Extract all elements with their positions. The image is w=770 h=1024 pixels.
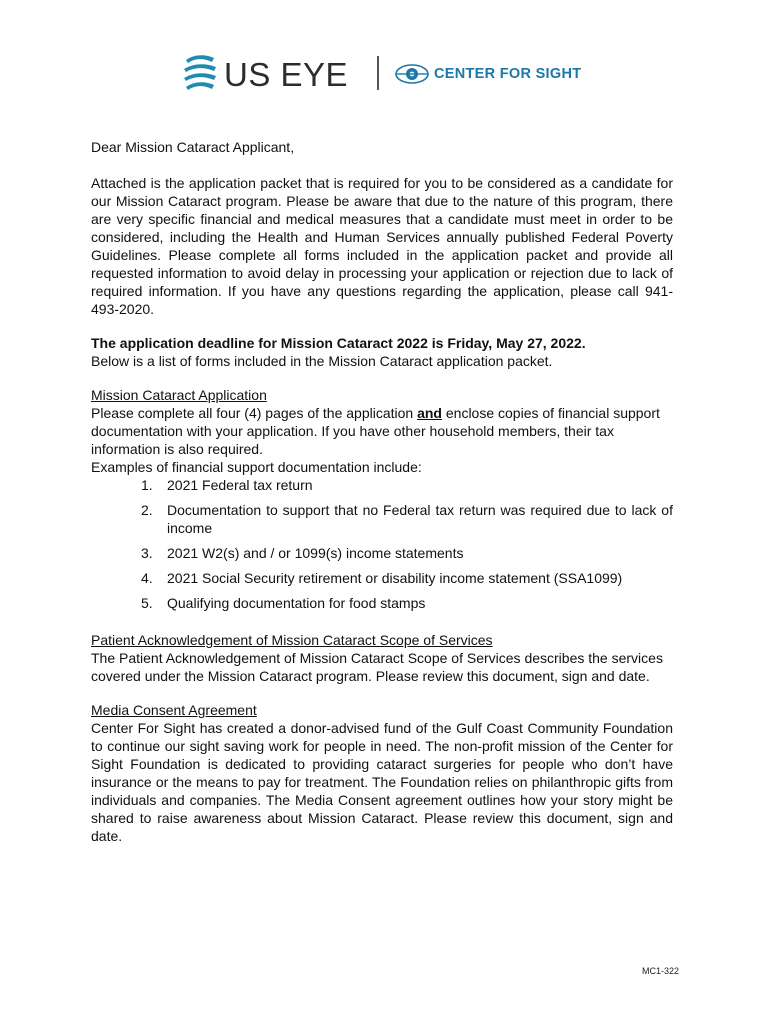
media-consent-text: Center For Sight has created a donor-advised fund of the Gulf Coast Community Foundation to continue our sight saving work for people in need. The non-profit mission of the Center for Sight Foundation is dedicated to providing cataract surgeries for people who don’t have insurance or the means to pay for treatment. The Foundation relies on philanthropic gifts from individuals and companies. The Media Consent agreement outlines how your story might be shared to raise awareness about Mission Cataract. Please review this document, sign and date. — [91, 720, 673, 844]
center-for-sight-logo-text: CENTER FOR SIGHT — [434, 66, 582, 82]
letter-body — [91, 138, 673, 845]
logo-divider — [377, 56, 379, 90]
list-item: 1. 2021 Federal tax return — [141, 477, 313, 493]
us-eye-mark-icon — [180, 52, 220, 96]
list-item: 4. 2021 Social Security retirement or disability income statement (SSA1099) — [141, 570, 623, 586]
list-item: 3. 2021 W2(s) and / or 1099(s) income statements — [141, 545, 464, 561]
documentation-list — [91, 476, 673, 612]
emphasis-and: and — [417, 405, 442, 421]
media-consent-heading: Media Consent Agreement — [91, 702, 257, 718]
list-item: 5. Qualifying documentation for food stamps — [141, 595, 426, 611]
application-heading: Mission Cataract Application — [91, 387, 267, 403]
intro-paragraph: Attached is the application packet that is required for you to be considered as a candidate for our Mission Cataract program. Please be aware that due to the nature of this program, there are very specific financial and medical measures that a candidate must meet in order to be considered, including the Health and Human Services annually published Federal Poverty Guidelines. Please complete all forms included in the application packet and provide all requested information to avoid delay in processing your application or rejection due to lack of required information. If you have any questions regarding the application, please call 941-493-2020. — [91, 175, 673, 317]
acknowledgement-heading: Patient Acknowledgement of Mission Cataract Scope of Services — [91, 632, 493, 648]
deadline-notice: The application deadline for Mission Cataract 2022 is Friday, May 27, 2022. — [91, 335, 586, 351]
list-item: 2. Documentation to support that no Federal tax return was required due to lack of income — [141, 502, 673, 536]
salutation: Dear Mission Cataract Applicant, — [91, 139, 295, 155]
us-eye-logo — [180, 50, 348, 98]
us-eye-logo-text: US EYE — [224, 55, 349, 93]
center-for-sight-logo — [395, 59, 581, 89]
center-for-sight-eye-icon — [395, 63, 429, 85]
application-instructions: Please complete all four (4) pages of the application and enclose copies of financial support documentation with your application. If you have other household members, their tax information is also required. — [91, 405, 660, 457]
forms-intro: Below is a list of forms included in the Mission Cataract application packet. — [91, 353, 553, 369]
header-logos — [180, 50, 600, 98]
examples-intro: Examples of financial support documentation include: — [91, 459, 422, 475]
acknowledgement-text: The Patient Acknowledgement of Mission Cataract Scope of Services describes the services covered under the Mission Cataract program. Please review this document, sign and date. — [91, 650, 663, 684]
form-code: MC1-322 — [642, 966, 680, 976]
